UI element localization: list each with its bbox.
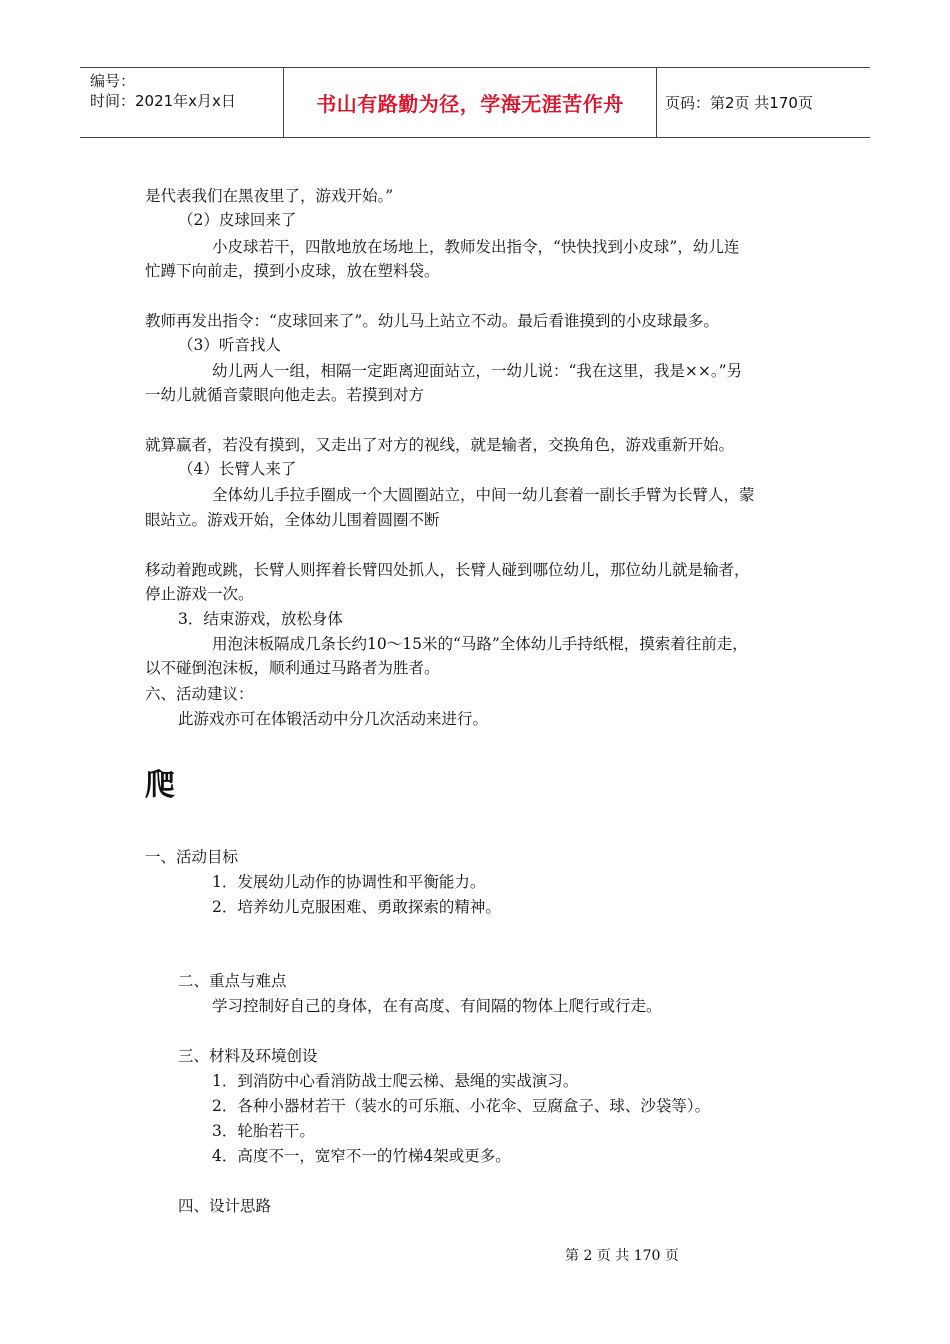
body-line: 眼站立。游戏开始，全体幼儿围着圆圈不断	[145, 511, 440, 529]
body-line: 幼儿两人一组，相隔一定距离迎面站立，一幼儿说：“我在这里，我是××。”另	[212, 362, 743, 380]
motto-text: 书山有路勤为径，学海无涯苦作舟	[316, 92, 624, 116]
header-motto	[283, 68, 657, 137]
body-line: 一幼儿就循音蒙眼向他走去。若摸到对方	[145, 386, 425, 404]
subheading: 3．结束游戏，放松身体	[178, 610, 343, 628]
header-page-info: 页码：第2页 共170页	[665, 94, 813, 112]
list-item: 4．高度不一，宽窄不一的竹梯4架或更多。	[212, 1147, 511, 1165]
section-title: 爬	[145, 768, 175, 803]
subheading: 六、活动建议：	[145, 685, 254, 703]
body-line: 学习控制好自己的身体，在有高度、有间隔的物体上爬行或行走。	[212, 997, 662, 1015]
header-meta	[80, 68, 283, 137]
list-item: 3．轮胎若干。	[212, 1122, 315, 1140]
body-line: 全体幼儿手拉手圈成一个大圆圈站立，中间一幼儿套着一副长手臂为长臂人，蒙	[212, 486, 755, 504]
body-line: 用泡沫板隔成几条长约10～15米的“马路”全体幼儿手持纸棍，摸索着往前走，	[212, 635, 748, 653]
document-date: 时间：2021年x月x日	[90, 92, 236, 110]
list-item: 2．各种小器材若干（装水的可乐瓶、小花伞、豆腐盒子、球、沙袋等）。	[212, 1097, 711, 1115]
body-line: 移动着跑或跳，长臂人则挥着长臂四处抓人，长臂人碰到哪位幼儿，那位幼儿就是输者，	[145, 561, 750, 579]
body-line: 是代表我们在黑夜里了，游戏开始。”	[145, 187, 394, 205]
body-line: 忙蹲下向前走，摸到小皮球，放在塑料袋。	[145, 262, 440, 280]
body-line: 此游戏亦可在体锻活动中分几次活动来进行。	[178, 710, 489, 728]
document-number: 编号：	[90, 72, 136, 90]
subheading: （2）皮球回来了	[178, 211, 297, 229]
subheading: （3）听音找人	[178, 336, 281, 354]
subheading: （4）长臂人来了	[178, 460, 297, 478]
page-header	[80, 67, 870, 138]
body-line: 教师再发出指令：“皮球回来了”。幼儿马上站立不动。最后看谁摸到的小皮球最多。	[145, 312, 719, 330]
list-item: 2．培养幼儿克服困难、勇敢探索的精神。	[212, 898, 501, 916]
list-item: 1．发展幼儿动作的协调性和平衡能力。	[212, 873, 486, 891]
section-heading: 一、活动目标	[145, 848, 239, 866]
section-heading: 二、重点与难点	[178, 972, 287, 990]
page-footer: 第 2 页 共 170 页	[565, 1248, 679, 1264]
body-line: 就算赢者，若没有摸到，又走出了对方的视线，就是输者，交换角色，游戏重新开始。	[145, 436, 735, 454]
section-heading: 三、材料及环境创设	[178, 1047, 318, 1065]
body-line: 停止游戏一次。	[145, 585, 254, 603]
list-item: 1．到消防中心看消防战士爬云梯、悬绳的实战演习。	[212, 1072, 579, 1090]
body-line: 以不碰倒泡沫板，顺利通过马路者为胜者。	[145, 659, 440, 677]
body-line: 小皮球若干，四散地放在场地上，教师发出指令，“快快找到小皮球”，幼儿连	[212, 238, 740, 256]
section-heading: 四、设计思路	[178, 1197, 272, 1215]
